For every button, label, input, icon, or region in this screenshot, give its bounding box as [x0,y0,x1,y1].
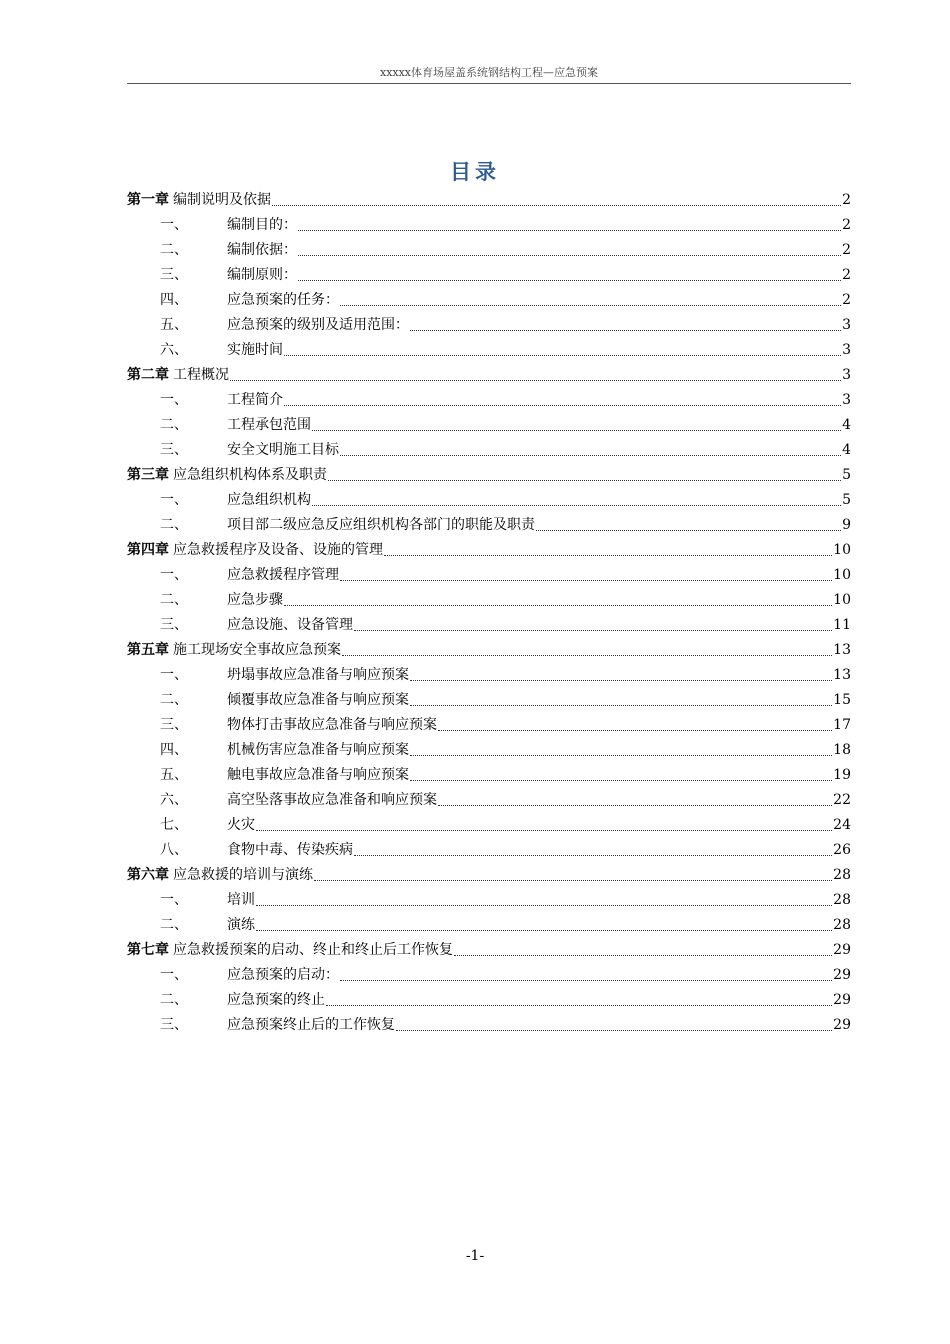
toc-entry-page: 29 [833,992,851,1008]
toc-entry-title: 编制原则： [227,267,297,283]
toc-chapter-entry[interactable] [127,538,851,563]
toc-entry-title: 应急组织机构 [227,492,311,508]
toc-entry-page: 29 [833,1017,851,1033]
toc-dot-leader [314,879,832,881]
toc-entry-page: 17 [833,717,851,733]
toc-section-entry[interactable] [127,688,851,713]
toc-section-entry[interactable] [127,713,851,738]
toc-dot-leader [410,329,841,331]
toc-entry-number: 二、 [160,692,188,708]
toc-dot-leader [312,429,841,431]
toc-entry-number: 第二章 [127,367,169,383]
toc-entry-title: 编制依据： [227,242,297,258]
toc-dot-leader [230,379,841,381]
toc-entry-number: 六、 [160,792,188,808]
toc-entry-title: 高空坠落事故应急准备和响应预案 [227,792,437,808]
toc-chapter-entry[interactable] [127,638,851,663]
toc-entry-number: 三、 [160,442,188,458]
toc-entry-title: 工程承包范围 [227,417,311,433]
toc-dot-leader [438,729,832,731]
toc-entry-number: 第四章 [127,542,169,558]
toc-entry-title: 食物中毒、传染疾病 [227,842,353,858]
toc-dot-leader [298,229,841,231]
toc-entry-title: 倾覆事故应急准备与响应预案 [227,692,409,708]
toc-entry-title: 工程概况 [173,367,229,383]
toc-entry-page: 2 [842,217,851,233]
toc-section-entry[interactable] [127,913,851,938]
toc-dot-leader [284,354,841,356]
table-of-contents [127,188,851,1038]
toc-entry-number: 一、 [160,217,188,233]
toc-entry-number: 二、 [160,992,188,1008]
toc-entry-title: 编制目的： [227,217,297,233]
toc-entry-number: 四、 [160,742,188,758]
toc-entry-page: 13 [833,667,851,683]
toc-entry-number: 五、 [160,317,188,333]
toc-dot-leader [342,654,832,656]
toc-entry-title: 物体打击事故应急准备与响应预案 [227,717,437,733]
toc-entry-title: 机械伤害应急准备与响应预案 [227,742,409,758]
toc-entry-title: 应急组织机构体系及职责 [173,467,327,483]
toc-dot-leader [298,279,841,281]
toc-entry-number: 第一章 [127,192,169,208]
toc-entry-page: 3 [842,317,851,333]
toc-dot-leader [272,204,841,206]
toc-entry-title: 应急预案的终止 [227,992,325,1008]
toc-section-entry[interactable] [127,563,851,588]
toc-entry-page: 2 [842,192,851,208]
toc-entry-page: 28 [833,867,851,883]
toc-entry-number: 二、 [160,417,188,433]
toc-entry-page: 11 [833,617,851,633]
toc-entry-number: 第五章 [127,642,169,658]
toc-entry-page: 2 [842,267,851,283]
toc-entry-page: 29 [833,967,851,983]
toc-section-entry[interactable] [127,288,851,313]
toc-entry-title: 应急步骤 [227,592,283,608]
page-header: xxxxx体育场屋盖系统钢结构工程—应急预案 [127,64,851,84]
toc-section-entry[interactable] [127,313,851,338]
toc-entry-page: 28 [833,917,851,933]
toc-entry-page: 10 [833,592,851,608]
toc-entry-page: 19 [833,767,851,783]
toc-entry-number: 六、 [160,342,188,358]
toc-dot-leader [284,404,841,406]
toc-dot-leader [410,679,832,681]
toc-section-entry[interactable] [127,438,851,463]
toc-entry-title: 培训 [227,892,255,908]
toc-section-entry[interactable] [127,763,851,788]
toc-dot-leader [256,929,832,931]
toc-entry-number: 二、 [160,592,188,608]
toc-entry-number: 五、 [160,767,188,783]
toc-section-entry[interactable] [127,413,851,438]
toc-entry-title: 应急设施、设备管理 [227,617,353,633]
toc-section-entry[interactable] [127,888,851,913]
toc-entry-number: 二、 [160,517,188,533]
toc-entry-title: 坍塌事故应急准备与响应预案 [227,667,409,683]
toc-section-entry[interactable] [127,813,851,838]
toc-dot-leader [410,754,832,756]
toc-dot-leader [326,1004,832,1006]
toc-entry-number: 三、 [160,267,188,283]
toc-entry-page: 2 [842,292,851,308]
toc-dot-leader [396,1029,832,1031]
toc-section-entry[interactable] [127,513,851,538]
toc-entry-number: 第三章 [127,467,169,483]
toc-entry-number: 三、 [160,717,188,733]
toc-section-entry[interactable] [127,838,851,863]
toc-entry-title: 应急预案终止后的工作恢复 [227,1017,395,1033]
toc-chapter-entry[interactable] [127,188,851,213]
toc-entry-number: 一、 [160,392,188,408]
toc-entry-number: 八、 [160,842,188,858]
toc-section-entry[interactable] [127,738,851,763]
toc-dot-leader [340,579,832,581]
toc-dot-leader [328,479,841,481]
toc-section-entry[interactable] [127,988,851,1013]
toc-entry-number: 四、 [160,292,188,308]
toc-entry-page: 13 [833,642,851,658]
toc-entry-number: 一、 [160,492,188,508]
toc-chapter-entry[interactable] [127,863,851,888]
toc-entry-number: 一、 [160,667,188,683]
toc-entry-page: 4 [842,442,851,458]
toc-dot-leader [384,554,832,556]
toc-entry-page: 4 [842,417,851,433]
toc-dot-leader [298,254,841,256]
toc-entry-number: 三、 [160,617,188,633]
toc-dot-leader [340,454,841,456]
page-number: -1- [465,1248,485,1264]
toc-entry-page: 2 [842,242,851,258]
toc-entry-title: 编制说明及依据 [173,192,271,208]
toc-entry-number: 二、 [160,917,188,933]
toc-entry-title: 施工现场安全事故应急预案 [173,642,341,658]
toc-section-entry[interactable] [127,488,851,513]
toc-section-entry[interactable] [127,963,851,988]
toc-dot-leader [536,529,841,531]
toc-section-entry[interactable] [127,388,851,413]
toc-entry-title: 火灾 [227,817,255,833]
toc-dot-leader [284,604,832,606]
toc-dot-leader [340,304,841,306]
toc-entry-title: 工程简介 [227,392,283,408]
toc-entry-title: 应急救援程序管理 [227,567,339,583]
toc-section-entry[interactable] [127,338,851,363]
toc-section-entry[interactable] [127,663,851,688]
toc-entry-title: 应急预案的启动： [227,967,339,983]
toc-entry-page: 24 [833,817,851,833]
toc-dot-leader [312,504,841,506]
toc-entry-page: 28 [833,892,851,908]
toc-entry-number: 七、 [160,817,188,833]
toc-entry-number: 第六章 [127,867,169,883]
toc-entry-number: 三、 [160,1017,188,1033]
toc-entry-page: 10 [833,542,851,558]
toc-entry-page: 3 [842,392,851,408]
toc-entry-title: 应急预案的任务： [227,292,339,308]
toc-entry-page: 3 [842,342,851,358]
toc-section-entry[interactable] [127,213,851,238]
toc-section-entry[interactable] [127,1013,851,1038]
toc-dot-leader [256,829,832,831]
toc-chapter-entry[interactable] [127,938,851,963]
toc-section-entry[interactable] [127,613,851,638]
toc-dot-leader [340,979,832,981]
toc-entry-number: 一、 [160,967,188,983]
toc-entry-page: 29 [833,942,851,958]
toc-section-entry[interactable] [127,238,851,263]
toc-entry-number: 二、 [160,242,188,258]
toc-entry-number: 第七章 [127,942,169,958]
toc-dot-leader [410,779,832,781]
toc-dot-leader [454,954,832,956]
toc-entry-title: 应急预案的级别及适用范围： [227,317,409,333]
toc-section-entry[interactable] [127,263,851,288]
toc-dot-leader [256,904,832,906]
toc-entry-title: 触电事故应急准备与响应预案 [227,767,409,783]
toc-dot-leader [354,629,832,631]
toc-title: 目录 [450,159,500,184]
toc-entry-title: 实施时间 [227,342,283,358]
toc-chapter-entry[interactable] [127,363,851,388]
toc-entry-title: 应急救援预案的启动、终止和终止后工作恢复 [173,942,453,958]
toc-entry-title: 项目部二级应急反应组织机构各部门的职能及职责 [227,517,535,533]
toc-section-entry[interactable] [127,788,851,813]
toc-entry-page: 5 [842,492,851,508]
toc-entry-page: 18 [833,742,851,758]
toc-entry-number: 一、 [160,892,188,908]
toc-entry-page: 3 [842,367,851,383]
toc-entry-page: 9 [842,517,851,533]
toc-entry-page: 15 [833,692,851,708]
toc-dot-leader [354,854,832,856]
toc-section-entry[interactable] [127,588,851,613]
toc-entry-title: 演练 [227,917,255,933]
toc-entry-page: 26 [833,842,851,858]
toc-dot-leader [410,704,832,706]
toc-entry-number: 一、 [160,567,188,583]
toc-chapter-entry[interactable] [127,463,851,488]
toc-entry-title: 应急救援的培训与演练 [173,867,313,883]
toc-entry-page: 10 [833,567,851,583]
toc-entry-title: 应急救援程序及设备、设施的管理 [173,542,383,558]
toc-entry-page: 22 [833,792,851,808]
toc-entry-page: 5 [842,467,851,483]
toc-entry-title: 安全文明施工目标 [227,442,339,458]
toc-dot-leader [438,804,832,806]
